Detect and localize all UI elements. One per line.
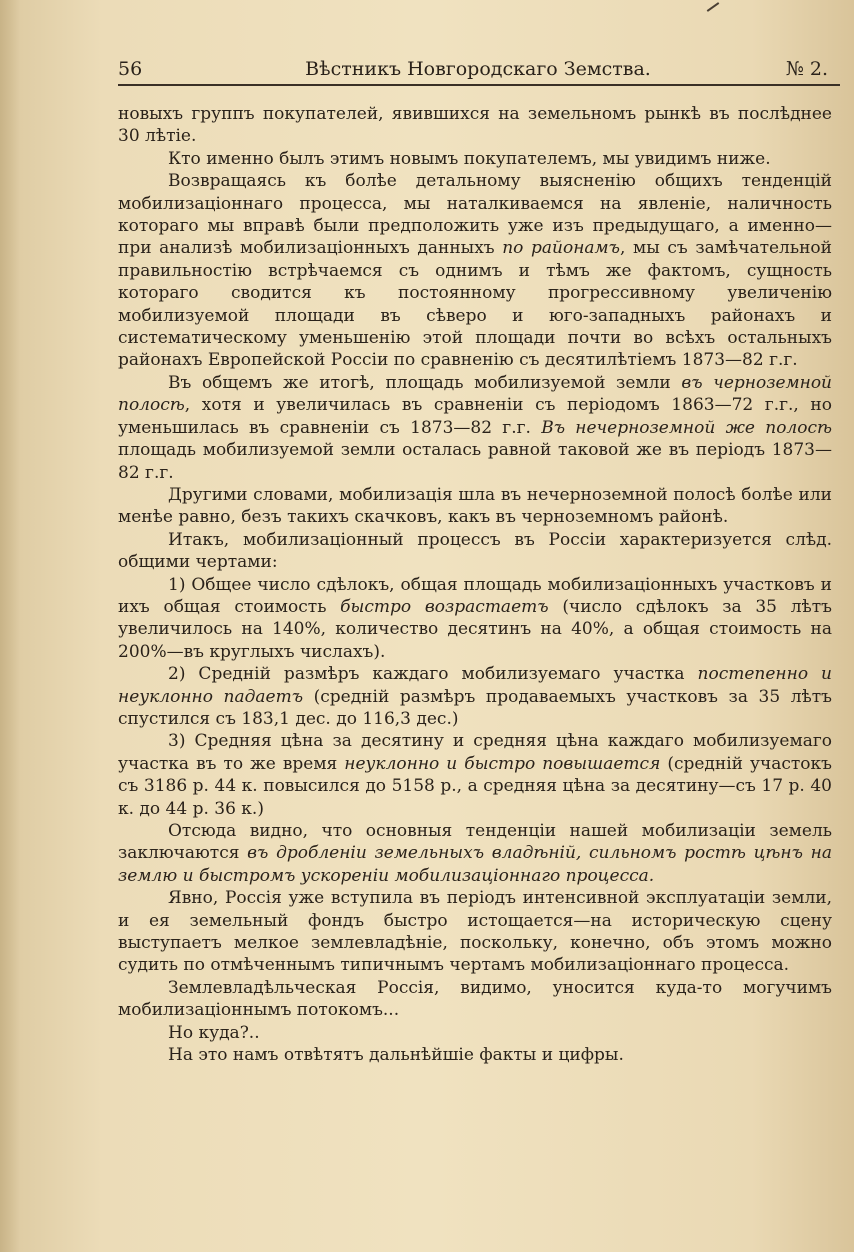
paragraph [118,820,832,887]
text-run: площадь мобилизуемой земли осталась равной таковой же въ періодъ 1873—82 г.г. [118,440,832,483]
paragraph [118,170,832,372]
page-edge-shadow [0,0,20,1252]
paragraph [118,148,832,170]
text-run: , мы съ замѣчательной правильностію встрѣчаемся съ однимъ и тѣмъ же фактомъ, сущность котораго сводится къ постоянному прогрессивному увеличенію мобилизуемой площади въ сѣверо и юго-западныхъ районахъ и систематическому уменьшенію этой площади почти во всѣхъ остальныхъ районахъ Европейской Россіи по сравненію съ десятилѣтіемъ 1873—82 г.г. [118,238,832,371]
text-run: Отсюда видно, что основныя тенденціи нашей мобилизаціи земель заключаются [118,821,832,864]
text-run: новыхъ группъ покупателей, явившихся на земельномъ рынкѣ въ послѣднее 30 лѣтіе. [118,104,832,147]
paragraph [118,1022,832,1044]
text-run: (средній участокъ съ 3186 р. 44 к. повысился до 5158 р., а средняя цѣна за десятину—съ 17 р. 40 к. до 44 р. 36 к.) [118,753,832,819]
text-run: (средній размѣръ продаваемыхъ участковъ за 35 лѣтъ спустился съ 183,1 дес. до 116,3 дес.) [118,686,832,729]
paragraph [118,574,832,664]
italic-emphasis: въ черноземной полосѣ [118,372,832,416]
pencil-mark [707,2,720,12]
text-run: 3) Средняя цѣна за десятину и средняя цѣна каждаго мобилизуемаго участка въ то же время [118,731,832,774]
italic-emphasis: Въ нечерноземной же полосѣ [541,417,833,438]
paragraph [118,663,832,730]
header-rule [118,84,840,86]
text-run: Кто именно былъ этимъ новымъ покупателемъ, мы увидимъ ниже. [168,148,771,169]
paragraph [118,484,832,529]
italic-emphasis: постепенно и неуклонно падаетъ [118,664,832,707]
text-run: Итакъ, мобилизаціонный процессъ въ Россіи характеризуется слѣд. общими чертами: [118,529,832,573]
text-run: 2) Средній размѣръ каждаго мобилизуемаго участка [168,664,698,685]
body-text [118,103,832,1066]
paragraph [118,103,832,148]
journal-title: Вѣстникъ Новгородскаго Земства. [305,58,651,80]
text-run: Но куда?.. [168,1022,260,1043]
italic-emphasis: въ дробленіи земельныхъ владѣній, сильномъ ростѣ цѣнъ на землю и быстромъ ускореніи мобилизаціоннаго процесса. [118,843,832,886]
text-run: На это намъ отвѣтятъ дальнѣйшіе факты и цифры. [168,1045,624,1066]
paragraph [118,977,832,1022]
text-run: (число сдѣлокъ за 35 лѣтъ увеличилось на 140%, количество десятинъ на 40%, а общая стоимость на 200%—въ круглыхъ числахъ). [118,596,832,662]
text-run: Другими словами, мобилизація шла въ нечерноземной полосѣ болѣе или менѣе равно, безъ такихъ скачковъ, какъ въ черноземномъ районѣ. [118,484,832,528]
italic-emphasis: по районамъ [502,238,620,259]
page-number: 56 [118,58,143,80]
paragraph [118,529,832,574]
issue-number: № 2. [785,58,828,80]
text-run: , хотя и увеличилась въ сравненіи съ періодомъ 1863—72 г.г., но уменьшилась въ сравненіи съ 1873—82 г.г. [118,395,832,438]
text-run: 1) Общее число сдѣлокъ, общая площадь мобилизаціонныхъ участковъ и ихъ общая стоимость [118,574,832,617]
paragraph [118,730,832,820]
text-run: Явно, Россія уже вступила въ періодъ интенсивной эксплуатаціи земли, и ея земельный фондъ быстро истощается—на историческую сцену выступаетъ мелкое землевладѣніе, поскольку, конечно, объ этомъ можно судить по отмѣченнымъ типичнымъ чертамъ мобилизаціоннаго процесса. [118,888,832,976]
text-run: Землевладѣльческая Россія, видимо, уносится куда-то могучимъ мобилизаціоннымъ потокомъ... [118,977,832,1021]
running-header [118,56,838,82]
paragraph [118,887,832,977]
paragraph [118,1044,832,1066]
text-run: Въ общемъ же итогѣ, площадь мобилизуемой земли [168,372,682,393]
paragraph [118,372,832,484]
italic-emphasis: неуклонно и быстро повышается [344,753,661,774]
italic-emphasis: быстро возрастаетъ [340,596,549,617]
text-run: Возвращаясь къ болѣе детальному выясненію общихъ тенденцій мобилизаціоннаго процесса, мы наталкиваемся на явленіе, наличность котораго мы вправѣ были предположить уже изъ предыдущаго, а именно—при анализѣ мобилизаціонныхъ данныхъ [118,171,832,259]
